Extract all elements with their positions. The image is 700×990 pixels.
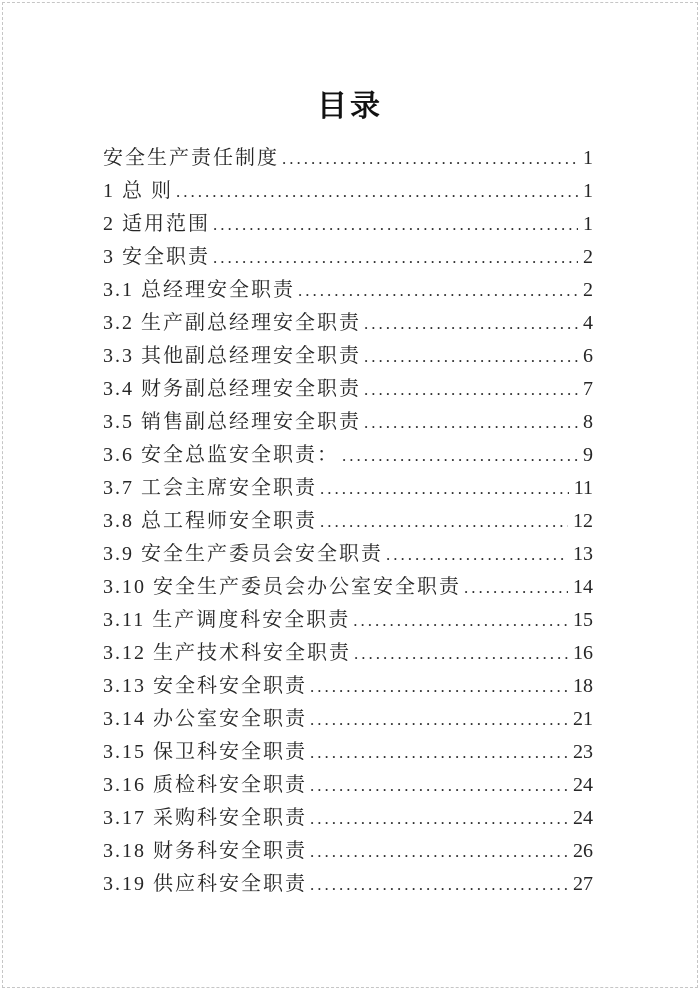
toc-entry-page: 2 [583, 246, 593, 268]
toc-entry[interactable] [103, 472, 593, 505]
toc-leader-dots [310, 769, 568, 802]
toc-entry-page: 21 [573, 708, 593, 730]
toc-entry[interactable] [103, 538, 593, 571]
toc-entry-page: 24 [573, 807, 593, 829]
toc-entry[interactable] [103, 604, 593, 637]
toc-entry[interactable] [103, 241, 593, 274]
toc-entry-label: 3.3 其他副总经理安全职责 [103, 345, 361, 367]
toc-entry[interactable] [103, 769, 593, 802]
toc-entry[interactable] [103, 505, 593, 538]
toc-leader-dots [364, 340, 578, 373]
toc-entry-page: 1 [583, 180, 593, 202]
toc-entry-page: 8 [583, 411, 593, 433]
toc-entry-page: 26 [573, 840, 593, 862]
toc-entry-page: 1 [583, 147, 593, 169]
toc-leader-dots [320, 472, 569, 505]
toc-entry[interactable] [103, 637, 593, 670]
toc-entry-label: 3.1 总经理安全职责 [103, 279, 295, 301]
toc-entry-label: 2 适用范围 [103, 213, 210, 235]
toc-leader-dots [364, 373, 578, 406]
toc-leader-dots [176, 175, 578, 208]
toc-entry-page: 15 [573, 609, 593, 631]
toc-entry[interactable] [103, 208, 593, 241]
toc-entry[interactable] [103, 142, 593, 175]
toc-leader-dots [320, 505, 568, 538]
toc-entry-page: 16 [573, 642, 593, 664]
toc-leader-dots [282, 142, 578, 175]
toc-entry-page: 23 [573, 741, 593, 763]
toc-entry[interactable] [103, 373, 593, 406]
toc-entry[interactable] [103, 736, 593, 769]
toc-entry-page: 13 [573, 543, 593, 565]
toc-entry-label: 3.9 安全生产委员会安全职责 [103, 543, 383, 565]
toc-entry[interactable] [103, 571, 593, 604]
toc-leader-dots [464, 571, 568, 604]
toc-leader-dots [310, 802, 568, 835]
toc-entry-label: 3.11 生产调度科安全职责 [103, 609, 351, 631]
toc-leader-dots [213, 241, 578, 274]
toc-entry[interactable] [103, 274, 593, 307]
toc-entry-label: 3.10 安全生产委员会办公室安全职责 [103, 576, 461, 598]
toc-entry-label: 3.16 质检科安全职责 [103, 774, 307, 796]
toc-entry-page: 2 [583, 279, 593, 301]
toc-entry-page: 14 [573, 576, 593, 598]
toc-entry-label: 安全生产责任制度 [103, 147, 279, 169]
toc-entry[interactable] [103, 175, 593, 208]
toc-entry[interactable] [103, 703, 593, 736]
toc-title: 目录 [317, 90, 383, 123]
toc-leader-dots [310, 736, 568, 769]
toc-entry-page: 6 [583, 345, 593, 367]
toc-entry-label: 3.8 总工程师安全职责 [103, 510, 317, 532]
toc-leader-dots [310, 703, 568, 736]
toc-leader-dots [310, 835, 568, 868]
toc-entry-label: 3.12 生产技术科安全职责 [103, 642, 351, 664]
toc-entry-label: 3.2 生产副总经理安全职责 [103, 312, 361, 334]
toc-entry[interactable] [103, 835, 593, 868]
toc-entry-page: 1 [583, 213, 593, 235]
toc-entry-label: 3.7 工会主席安全职责 [103, 477, 317, 499]
toc-entry-label: 3.6 安全总监安全职责： [103, 444, 339, 466]
toc-entry-page: 27 [573, 873, 593, 895]
toc-entry-page: 11 [573, 477, 593, 499]
toc-entry-page: 7 [583, 378, 593, 400]
toc-leader-dots [342, 439, 578, 472]
toc-entry[interactable] [103, 406, 593, 439]
toc-entry-page: 24 [573, 774, 593, 796]
toc-entry-label: 3 安全职责 [103, 246, 210, 268]
toc-entry-label: 3.18 财务科安全职责 [103, 840, 307, 862]
toc-entry-label: 3.4 财务副总经理安全职责 [103, 378, 361, 400]
toc-leader-dots [353, 604, 568, 637]
toc-leader-dots [364, 307, 578, 340]
toc-entry[interactable] [103, 439, 593, 472]
toc-entry-label: 3.13 安全科安全职责 [103, 675, 307, 697]
toc-entry-page: 4 [583, 312, 593, 334]
toc-entry-label: 3.15 保卫科安全职责 [103, 741, 307, 763]
toc-leader-dots [310, 670, 568, 703]
toc-entry-label: 3.5 销售副总经理安全职责 [103, 411, 361, 433]
toc-entry[interactable] [103, 340, 593, 373]
toc-leader-dots [364, 406, 578, 439]
toc-entry[interactable] [103, 802, 593, 835]
toc-entry-page: 9 [583, 444, 593, 466]
toc-entry-page: 12 [573, 510, 593, 532]
toc-leader-dots [386, 538, 568, 571]
toc-leader-dots [310, 868, 568, 901]
toc-entry[interactable] [103, 670, 593, 703]
toc-entry-label: 3.14 办公室安全职责 [103, 708, 307, 730]
toc-leader-dots [213, 208, 578, 241]
toc-entry[interactable] [103, 307, 593, 340]
toc-entry-label: 1 总 则 [103, 180, 173, 202]
toc-entry-page: 18 [573, 675, 593, 697]
toc-list [0, 142, 700, 901]
toc-leader-dots [354, 637, 568, 670]
toc-leader-dots [298, 274, 578, 307]
toc-entry[interactable] [103, 868, 593, 901]
toc-entry-label: 3.17 采购科安全职责 [103, 807, 307, 829]
toc-entry-label: 3.19 供应科安全职责 [103, 873, 307, 895]
